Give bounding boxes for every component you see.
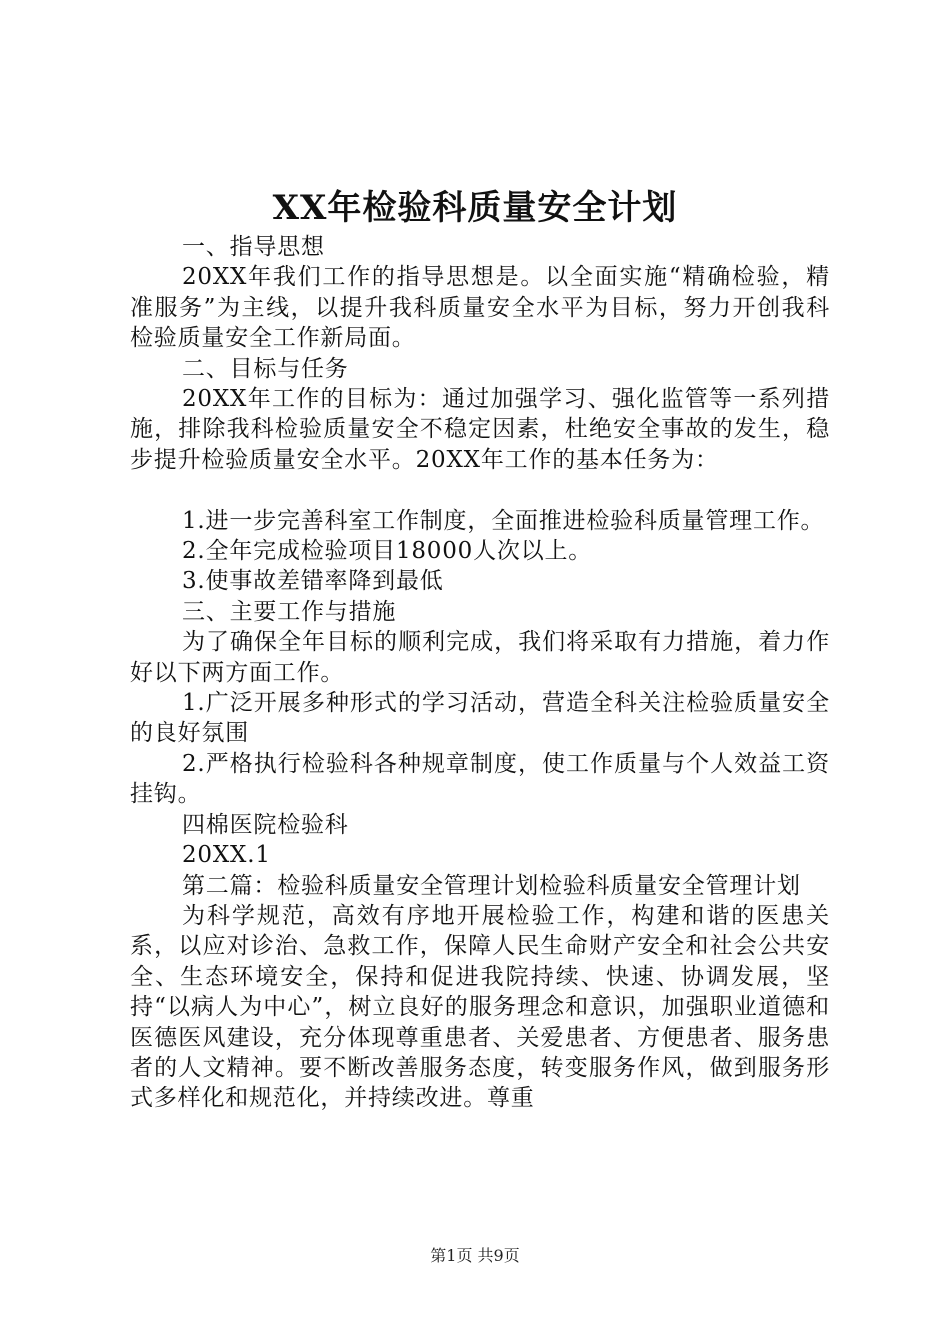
paragraph-second-section: 为科学规范，高效有序地开展检验工作，构建和谐的医患关系，以应对诊治、急救工作，保障人民生命财产安全和社会公共安全、生态环境安全，保持和促进我院持续、快速、协调发展，坚持“以病人为中心”，树立良好的服务理念和意识，加强职业道德和医德医风建设，充分体现尊重患者、关爱患者、方便患者、服务患者的人文精神。要不断改善服务态度，转变服务作风，做到服务形式多样化和规范化，并持续改进。尊重 bbox=[130, 902, 830, 1112]
task-item-2: 2.全年完成检验项目18000人次以上。 bbox=[182, 538, 593, 565]
task-item-3: 3.使事故差错率降到最低 bbox=[182, 568, 444, 595]
section-heading-main-work: 三、主要工作与措施 bbox=[182, 598, 397, 625]
second-section-title: 第二篇：检验科质量安全管理计划检验科质量安全管理计划 bbox=[182, 872, 801, 899]
section-heading-guiding-thought: 一、指导思想 bbox=[182, 234, 325, 260]
signature-department: 四棉医院检验科 bbox=[182, 811, 349, 838]
page-number-footer: 第1页 共9页 bbox=[430, 1246, 520, 1265]
measure-item-2: 2.严格执行检验科各种规章制度，使工作质量与个人效益工资挂钩。 bbox=[130, 750, 830, 808]
measure-item-1: 1.广泛开展多种形式的学习活动，营造全科关注检验质量安全的良好氛围 bbox=[130, 690, 830, 747]
paragraph-spacer bbox=[130, 475, 830, 505]
document-title: XX年检验科质量安全计划 bbox=[272, 188, 678, 228]
paragraph-goals: 20XX年工作的目标为：通过加强学习、强化监管等一系列措施，排除我科检验质量安全不稳定因素，杜绝安全事故的发生，稳步提升检验质量安全水平。20XX年工作的基本任务为： bbox=[130, 386, 830, 473]
section-heading-goals-tasks: 二、目标与任务 bbox=[182, 355, 349, 382]
task-item-1: 1.进一步完善科室工作制度，全面推进检验科质量管理工作。 bbox=[182, 507, 825, 534]
paragraph-main-work-intro: 为了确保全年目标的顺利完成，我们将采取有力措施，着力作好以下两方面工作。 bbox=[130, 629, 830, 686]
signature-date: 20XX.1 bbox=[182, 842, 271, 869]
paragraph-guiding-thought: 20XX年我们工作的指导思想是。以全面实施“精确检验，精准服务”为主线，以提升我科质量安全水平为目标，努力开创我科检验质量安全工作新局面。 bbox=[130, 264, 830, 352]
document-body bbox=[130, 232, 830, 1114]
